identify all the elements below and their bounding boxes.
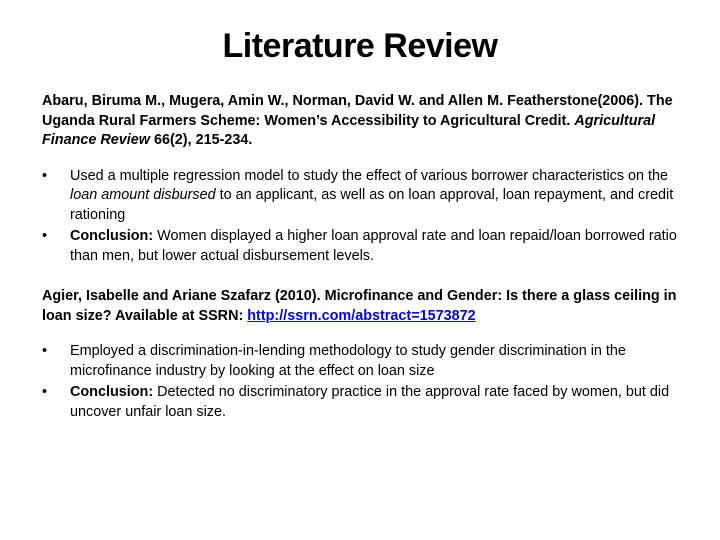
reference-2-authors-title: Agier, Isabelle and Ariane Szafarz (2010). Microfinance and Gender: Is there a glass ceiling in loan size? Available at SSRN: — [42, 288, 677, 324]
reference-1-bullet-list — [42, 167, 682, 267]
bullet-text-before: Used a multiple regression model to study the effect of various borrower characteristics on the — [70, 167, 669, 184]
conclusion-text: Women displayed a higher loan approval rate and loan repaid/loan borrowed ratio than men, but lower actual disbursement levels. — [70, 228, 677, 264]
reference-2-bullet-method — [42, 342, 682, 381]
reference-1-volume-pages: 66(2), 215-234. — [149, 132, 253, 148]
ssrn-link[interactable]: http://ssrn.com/abstract=1573872 — [247, 307, 476, 324]
reference-2-bullet-conclusion — [42, 383, 682, 422]
bullet-icon: • — [42, 384, 48, 400]
conclusion-label: Conclusion: — [70, 384, 154, 400]
reference-2-bullet-list — [42, 342, 682, 422]
slide-title: Literature Review — [222, 27, 498, 65]
bullet-icon: • — [42, 167, 48, 184]
bullet-text-after: to an applicant, as well as on loan approval, loan repayment, and credit rationing — [70, 187, 674, 223]
reference-1-bullet-conclusion — [42, 227, 682, 266]
bullet-icon: • — [42, 228, 48, 244]
reference-1-journal: Agricultural Finance Review — [42, 112, 656, 148]
conclusion-text: Detected no discriminatory practice in the approval rate faced by women, but did uncover unfair loan size. — [70, 384, 670, 420]
reference-1-bullet-method — [42, 167, 682, 226]
reference-2-citation — [42, 287, 682, 326]
conclusion-label: Conclusion: — [70, 228, 154, 244]
reference-1-authors-title: Abaru, Biruma M., Mugera, Amin W., Norman, David W. and Allen M. Featherstone(2006). The Uganda Rural Farmers Scheme: Women’s Accessibility to Agricultural Credit. — [42, 93, 673, 129]
reference-1-citation — [42, 92, 682, 151]
slide-content — [42, 92, 682, 424]
bullet-emphasis: loan amount disbursed — [70, 187, 216, 203]
bullet-text: Employed a discrimination-in-lending methodology to study gender discrimination in the microfinance industry by looking at the effect on loan size — [70, 343, 626, 379]
bullet-icon: • — [42, 343, 48, 359]
